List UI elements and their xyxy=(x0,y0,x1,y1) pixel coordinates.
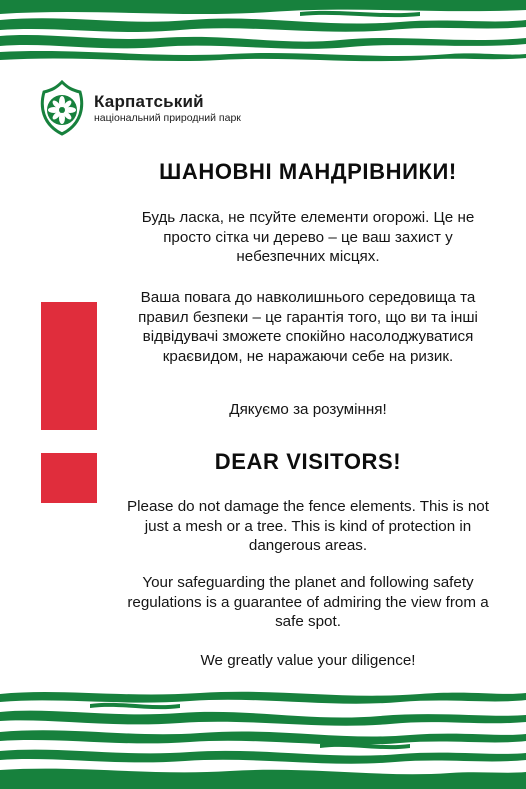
exclamation-dot xyxy=(41,453,97,503)
paragraph-english-3: We greatly value your diligence! xyxy=(200,652,416,669)
park-logo xyxy=(38,80,241,136)
park-logo-icon xyxy=(38,80,86,136)
paragraph-ukrainian-2: Ваша повага до навколишнього середовища та правил безпеки – це гарантія того, що ви та інші відвідувачі зможете спокійно насолоджуватися краєвидом, не наражаючи себе на ризик. xyxy=(138,289,478,365)
paragraph-english-1: Please do not damage the fence elements. This is not just a mesh or a tree. This is kind of protection in dangerous areas. xyxy=(127,498,489,555)
park-subtitle: національний природний парк xyxy=(94,111,241,124)
paragraph-ukrainian-1: Будь ласка, не псуйте елементи огорожі. Це не просто сітка чи дерево – це ваш захист у небезпечних місцях. xyxy=(141,209,475,266)
heading-ukrainian: ШАНОВНІ МАНДРІВНИКИ! xyxy=(159,159,457,184)
park-name: Карпатський xyxy=(94,91,204,111)
bottom-wave-decoration xyxy=(0,688,526,789)
heading-english: DEAR VISITORS! xyxy=(214,449,402,474)
paragraph-english-2: Your safeguarding the planet and following safety regulations is a guarantee of admiring the view from a safe spot. xyxy=(127,574,489,631)
exclamation-bar xyxy=(41,302,97,430)
paragraph-ukrainian-3: Дякуємо за розуміння! xyxy=(229,401,387,418)
top-wave-decoration xyxy=(0,0,526,66)
